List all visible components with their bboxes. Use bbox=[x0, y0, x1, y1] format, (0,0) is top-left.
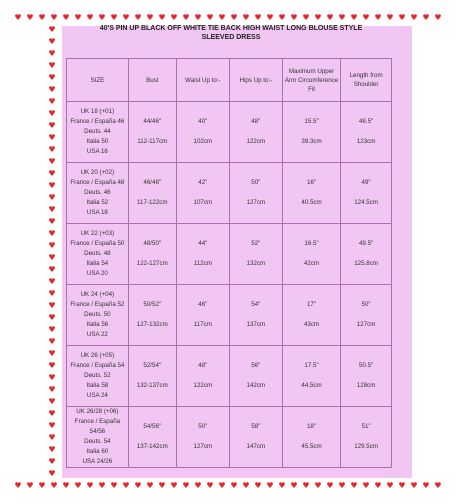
hips-cell bbox=[229, 407, 282, 468]
heart-icon: ♥ bbox=[158, 481, 166, 490]
heart-icon: ♥ bbox=[48, 229, 56, 238]
heart-icon: ♥ bbox=[14, 13, 22, 22]
heart-icon: ♥ bbox=[218, 13, 226, 22]
length-inches: 51" bbox=[361, 423, 371, 430]
spacer bbox=[232, 249, 280, 259]
spacer bbox=[343, 432, 389, 442]
hips-inches: 50" bbox=[251, 179, 261, 186]
length-cell bbox=[341, 346, 392, 407]
heart-icon: ♥ bbox=[48, 25, 56, 34]
arm-cm: 42cm bbox=[303, 260, 320, 267]
heart-icon: ♥ bbox=[74, 481, 82, 490]
arm-cm: 43cm bbox=[303, 321, 320, 328]
hips-cell bbox=[229, 346, 282, 407]
waist-cm: 107cm bbox=[193, 199, 213, 206]
length-cell bbox=[341, 224, 392, 285]
table-header-row bbox=[67, 59, 392, 102]
hips-inches: 56" bbox=[251, 362, 261, 369]
heart-icon: ♥ bbox=[38, 13, 46, 22]
size-cell bbox=[67, 346, 129, 407]
heart-icon: ♥ bbox=[38, 481, 46, 490]
heart-icon: ♥ bbox=[48, 205, 56, 214]
hips-cm: 122cm bbox=[246, 138, 266, 145]
size-line: Italia 54 bbox=[86, 260, 109, 267]
heart-icon: ♥ bbox=[50, 481, 58, 490]
length-cm: 129.5cm bbox=[354, 443, 378, 450]
heart-icon: ♥ bbox=[326, 481, 334, 490]
hips-cell bbox=[229, 102, 282, 163]
heart-icon: ♥ bbox=[48, 97, 56, 106]
spacer bbox=[343, 249, 389, 259]
heart-icon: ♥ bbox=[290, 481, 298, 490]
heart-icon: ♥ bbox=[48, 385, 56, 394]
heart-icon: ♥ bbox=[48, 193, 56, 202]
heart-icon: ♥ bbox=[278, 13, 286, 22]
heart-icon: ♥ bbox=[362, 13, 370, 22]
bust-cm: 127-132cm bbox=[136, 321, 168, 328]
size-line: Italia 56 bbox=[86, 321, 109, 328]
heart-icon: ♥ bbox=[374, 481, 382, 490]
heart-icon: ♥ bbox=[350, 481, 358, 490]
size-cell bbox=[67, 407, 129, 468]
table-row bbox=[67, 224, 392, 285]
waist-cm: 127cm bbox=[193, 443, 213, 450]
spacer bbox=[179, 432, 227, 442]
heart-icon: ♥ bbox=[434, 481, 442, 490]
bust-inches: 52/54" bbox=[143, 362, 162, 369]
header-hips: Hips Up to:- bbox=[229, 59, 282, 102]
length-inches: 49" bbox=[361, 179, 371, 186]
spacer bbox=[232, 188, 280, 198]
hips-inches: 52" bbox=[251, 240, 261, 247]
spacer bbox=[343, 188, 389, 198]
heart-icon: ♥ bbox=[290, 13, 298, 22]
heart-icon: ♥ bbox=[122, 13, 130, 22]
size-line: Deuts. 44 bbox=[84, 128, 111, 135]
hips-inches: 48" bbox=[251, 118, 261, 125]
hips-cm: 127cm bbox=[246, 199, 266, 206]
hips-inches: 54" bbox=[251, 301, 261, 308]
heart-icon: ♥ bbox=[194, 481, 202, 490]
size-line: France / España 46 bbox=[70, 118, 125, 125]
size-line: Deuts. 52 bbox=[84, 372, 111, 379]
heart-icon: ♥ bbox=[48, 241, 56, 250]
heart-icon: ♥ bbox=[48, 61, 56, 70]
heart-icon: ♥ bbox=[48, 397, 56, 406]
spacer bbox=[179, 127, 227, 137]
heart-icon: ♥ bbox=[266, 13, 274, 22]
header-size: SIZE bbox=[67, 59, 129, 102]
heart-icon: ♥ bbox=[410, 481, 418, 490]
heart-icon: ♥ bbox=[206, 481, 214, 490]
heart-icon: ♥ bbox=[302, 13, 310, 22]
size-line: USA 20 bbox=[86, 270, 108, 277]
heart-icon: ♥ bbox=[98, 481, 106, 490]
spacer bbox=[285, 371, 338, 381]
size-line: USA 18 bbox=[86, 209, 108, 216]
length-inches: 48.5" bbox=[358, 118, 374, 125]
heart-icon: ♥ bbox=[314, 13, 322, 22]
waist-inches: 42" bbox=[198, 179, 208, 186]
size-line: Deuts. 46 bbox=[84, 189, 111, 196]
arm-cm: 40.5cm bbox=[301, 199, 322, 206]
heart-icon: ♥ bbox=[48, 181, 56, 190]
heart-icon: ♥ bbox=[338, 481, 346, 490]
spacer bbox=[131, 249, 174, 259]
table-row bbox=[67, 163, 392, 224]
arm-inches: 17.5" bbox=[304, 362, 319, 369]
heart-icon: ♥ bbox=[146, 13, 154, 22]
spacer bbox=[285, 249, 338, 259]
arm-cell bbox=[282, 102, 340, 163]
arm-cell bbox=[282, 407, 340, 468]
spacer bbox=[285, 310, 338, 320]
arm-inches: 16.5" bbox=[304, 240, 319, 247]
spacer bbox=[131, 188, 174, 198]
heart-icon: ♥ bbox=[86, 481, 94, 490]
size-line: France / España 50 bbox=[70, 240, 125, 247]
bust-cell bbox=[128, 346, 176, 407]
waist-cm: 117cm bbox=[193, 321, 212, 328]
heart-icon: ♥ bbox=[134, 481, 142, 490]
size-line: France / España 54/56 bbox=[74, 418, 121, 435]
size-cell bbox=[67, 102, 129, 163]
spacer bbox=[131, 310, 174, 320]
heart-icon: ♥ bbox=[48, 337, 56, 346]
waist-cell bbox=[176, 224, 229, 285]
heart-icon: ♥ bbox=[50, 13, 58, 22]
heart-icon: ♥ bbox=[230, 481, 238, 490]
length-cell bbox=[341, 163, 392, 224]
header-waist: Waist Up to:- bbox=[176, 59, 229, 102]
spacer bbox=[131, 127, 174, 137]
size-cell bbox=[67, 285, 129, 346]
heart-icon: ♥ bbox=[48, 133, 56, 142]
heart-icon: ♥ bbox=[278, 481, 286, 490]
bust-cell bbox=[128, 224, 176, 285]
waist-inches: 44" bbox=[198, 240, 208, 247]
heart-icon: ♥ bbox=[338, 13, 346, 22]
hips-inches: 58" bbox=[251, 423, 261, 430]
waist-cm: 102cm bbox=[193, 138, 213, 145]
length-cell bbox=[341, 285, 392, 346]
heart-icon: ♥ bbox=[48, 421, 56, 430]
size-cell bbox=[67, 163, 129, 224]
arm-cell bbox=[282, 346, 340, 407]
heart-icon: ♥ bbox=[326, 13, 334, 22]
size-line: UK 26/28 (+06) bbox=[76, 408, 119, 415]
heart-icon: ♥ bbox=[194, 13, 202, 22]
waist-inches: 48" bbox=[198, 362, 208, 369]
page-title: 40'S PIN UP BLACK OFF WHITE TIE BACK HIGH WAIST LONG BLOUSE STYLE SLEEVED DRESS bbox=[99, 25, 363, 41]
waist-cell bbox=[176, 163, 229, 224]
heart-icon: ♥ bbox=[170, 481, 178, 490]
heart-icon: ♥ bbox=[122, 481, 130, 490]
spacer bbox=[232, 371, 280, 381]
arm-cell bbox=[282, 224, 340, 285]
waist-cm: 112cm bbox=[193, 260, 212, 267]
spacer bbox=[179, 371, 227, 381]
heart-icon: ♥ bbox=[170, 13, 178, 22]
heart-icon: ♥ bbox=[230, 13, 238, 22]
heart-icon: ♥ bbox=[86, 13, 94, 22]
size-line: Italia 58 bbox=[86, 382, 109, 389]
size-line: UK 18 (+01) bbox=[80, 108, 115, 115]
heart-icon: ♥ bbox=[14, 481, 22, 490]
spacer bbox=[179, 188, 227, 198]
size-line: Italia 50 bbox=[86, 138, 109, 145]
arm-inches: 18" bbox=[306, 423, 317, 430]
waist-cell bbox=[176, 407, 229, 468]
heart-icon: ♥ bbox=[26, 13, 34, 22]
heart-icon: ♥ bbox=[254, 481, 262, 490]
length-cm: 123cm bbox=[356, 138, 376, 145]
size-line: UK 26 (+05) bbox=[80, 352, 115, 359]
size-line: UK 24 (+04) bbox=[80, 291, 115, 298]
bust-cell bbox=[128, 102, 176, 163]
heart-icon: ♥ bbox=[362, 481, 370, 490]
arm-cm: 44.5cm bbox=[301, 382, 322, 389]
size-line: France / España 48 bbox=[70, 179, 125, 186]
hips-cm: 142cm bbox=[246, 382, 266, 389]
hips-cell bbox=[229, 285, 282, 346]
length-inches: 50.5" bbox=[358, 362, 374, 369]
heart-icon: ♥ bbox=[48, 445, 56, 454]
size-line: Deuts. 50 bbox=[84, 311, 111, 318]
waist-cell bbox=[176, 346, 229, 407]
heart-icon: ♥ bbox=[48, 49, 56, 58]
header-length: Length from Shoulder bbox=[341, 59, 392, 102]
heart-icon: ♥ bbox=[48, 325, 56, 334]
heart-icon: ♥ bbox=[62, 481, 70, 490]
size-line: Deuts. 48 bbox=[84, 250, 111, 257]
heart-icon: ♥ bbox=[74, 13, 82, 22]
bust-inches: 46/48" bbox=[143, 179, 162, 186]
hips-cm: 147cm bbox=[246, 443, 266, 450]
size-line: UK 20 (+02) bbox=[80, 169, 115, 176]
bust-cm: 117-122cm bbox=[137, 199, 168, 206]
spacer bbox=[179, 249, 227, 259]
heart-icon: ♥ bbox=[410, 13, 418, 22]
spacer bbox=[131, 432, 174, 442]
hips-cell bbox=[229, 224, 282, 285]
heart-icon: ♥ bbox=[48, 145, 56, 154]
spacer bbox=[232, 127, 280, 137]
heart-icon: ♥ bbox=[48, 85, 56, 94]
size-chart-table bbox=[66, 58, 392, 468]
size-line: Italia 60 bbox=[86, 448, 109, 455]
arm-cm: 39.3cm bbox=[301, 138, 322, 145]
arm-inches: 15.5" bbox=[304, 118, 319, 125]
arm-cell bbox=[282, 163, 340, 224]
waist-inches: 40" bbox=[198, 118, 208, 125]
heart-icon: ♥ bbox=[110, 481, 118, 490]
spacer bbox=[285, 127, 338, 137]
heart-icon: ♥ bbox=[48, 253, 56, 262]
length-cm: 127cm bbox=[356, 321, 376, 328]
size-line: USA 22 bbox=[86, 331, 108, 338]
size-line: France / España 54 bbox=[70, 362, 125, 369]
arm-cell bbox=[282, 285, 340, 346]
heart-icon: ♥ bbox=[48, 109, 56, 118]
heart-icon: ♥ bbox=[314, 481, 322, 490]
heart-icon: ♥ bbox=[182, 481, 190, 490]
bust-inches: 54/56" bbox=[143, 423, 162, 430]
heart-icon: ♥ bbox=[386, 13, 394, 22]
length-cell bbox=[341, 407, 392, 468]
spacer bbox=[285, 432, 338, 442]
heart-icon: ♥ bbox=[48, 433, 56, 442]
heart-icon: ♥ bbox=[434, 13, 442, 22]
spacer bbox=[343, 371, 389, 381]
table-row bbox=[67, 407, 392, 468]
heart-icon: ♥ bbox=[158, 13, 166, 22]
spacer bbox=[131, 371, 174, 381]
heart-icon: ♥ bbox=[48, 121, 56, 130]
size-line: USA 16 bbox=[86, 148, 108, 155]
heart-icon: ♥ bbox=[98, 13, 106, 22]
bust-cm: 137-142cm bbox=[136, 443, 168, 450]
heart-icon: ♥ bbox=[386, 481, 394, 490]
heart-icon: ♥ bbox=[374, 13, 382, 22]
heart-icon: ♥ bbox=[48, 37, 56, 46]
waist-inches: 50" bbox=[198, 423, 208, 430]
heart-icon: ♥ bbox=[48, 289, 56, 298]
waist-cell bbox=[176, 285, 229, 346]
heart-icon: ♥ bbox=[48, 469, 56, 478]
bust-inches: 44/46" bbox=[143, 118, 162, 125]
heart-icon: ♥ bbox=[48, 217, 56, 226]
bust-inches: 48/50" bbox=[143, 240, 162, 247]
heart-icon: ♥ bbox=[26, 481, 34, 490]
heart-icon: ♥ bbox=[146, 481, 154, 490]
bust-cell bbox=[128, 285, 176, 346]
table-row bbox=[67, 285, 392, 346]
heart-icon: ♥ bbox=[182, 13, 190, 22]
heart-icon: ♥ bbox=[422, 481, 430, 490]
length-cm: 128cm bbox=[356, 382, 376, 389]
arm-inches: 17" bbox=[306, 301, 317, 308]
heart-icon: ♥ bbox=[48, 277, 56, 286]
spacer bbox=[232, 432, 280, 442]
waist-cm: 122cm bbox=[193, 382, 213, 389]
size-line: UK 22 (+03) bbox=[80, 230, 115, 237]
header-arm: Maximum Upper Arm Circumference Fit bbox=[282, 59, 340, 102]
size-line: Deuts. 54 bbox=[84, 438, 111, 445]
heart-icon: ♥ bbox=[110, 13, 118, 22]
heart-icon: ♥ bbox=[48, 409, 56, 418]
spacer bbox=[343, 310, 389, 320]
bust-cm: 122-127cm bbox=[136, 260, 168, 267]
waist-inches: 46" bbox=[198, 301, 208, 308]
header-bust: Bust bbox=[128, 59, 176, 102]
heart-icon: ♥ bbox=[242, 481, 250, 490]
heart-icon: ♥ bbox=[350, 13, 358, 22]
heart-icon: ♥ bbox=[398, 13, 406, 22]
heart-icon: ♥ bbox=[134, 13, 142, 22]
heart-icon: ♥ bbox=[48, 457, 56, 466]
heart-icon: ♥ bbox=[48, 373, 56, 382]
heart-icon: ♥ bbox=[398, 481, 406, 490]
heart-icon: ♥ bbox=[302, 481, 310, 490]
heart-icon: ♥ bbox=[242, 13, 250, 22]
heart-icon: ♥ bbox=[218, 481, 226, 490]
heart-icon: ♥ bbox=[48, 169, 56, 178]
length-inches: 49.5" bbox=[358, 240, 374, 247]
heart-icon: ♥ bbox=[48, 301, 56, 310]
arm-inches: 16" bbox=[306, 179, 317, 186]
spacer bbox=[285, 188, 338, 198]
hips-cm: 137cm bbox=[246, 321, 266, 328]
size-line: USA 24 bbox=[86, 392, 108, 399]
heart-icon: ♥ bbox=[62, 13, 70, 22]
spacer bbox=[232, 310, 280, 320]
spacer bbox=[179, 310, 227, 320]
bust-cm: 132-137cm bbox=[136, 382, 168, 389]
heart-icon: ♥ bbox=[254, 13, 262, 22]
bust-inches: 50/52" bbox=[143, 301, 162, 308]
bust-cell bbox=[128, 163, 176, 224]
length-cell bbox=[341, 102, 392, 163]
heart-icon: ♥ bbox=[48, 313, 56, 322]
spacer bbox=[343, 127, 389, 137]
heart-icon: ♥ bbox=[422, 13, 430, 22]
heart-icon: ♥ bbox=[266, 481, 274, 490]
heart-icon: ♥ bbox=[48, 265, 56, 274]
length-inches: 50" bbox=[361, 301, 371, 308]
bust-cell bbox=[128, 407, 176, 468]
heart-icon: ♥ bbox=[48, 361, 56, 370]
size-line: USA 24/26 bbox=[82, 458, 113, 465]
size-cell bbox=[67, 224, 129, 285]
bust-cm: 112-117cm bbox=[137, 138, 168, 145]
heart-icon: ♥ bbox=[48, 157, 56, 166]
heart-icon: ♥ bbox=[48, 349, 56, 358]
size-line: France / España 52 bbox=[70, 301, 125, 308]
hips-cm: 132cm bbox=[246, 260, 266, 267]
length-cm: 124.5cm bbox=[354, 199, 378, 206]
table-row bbox=[67, 102, 392, 163]
waist-cell bbox=[176, 102, 229, 163]
heart-icon: ♥ bbox=[206, 13, 214, 22]
arm-cm: 45.5cm bbox=[301, 443, 322, 450]
size-line: Italia 52 bbox=[86, 199, 109, 206]
table-row bbox=[67, 346, 392, 407]
hips-cell bbox=[229, 163, 282, 224]
length-cm: 125.8cm bbox=[354, 260, 378, 267]
heart-icon: ♥ bbox=[48, 73, 56, 82]
